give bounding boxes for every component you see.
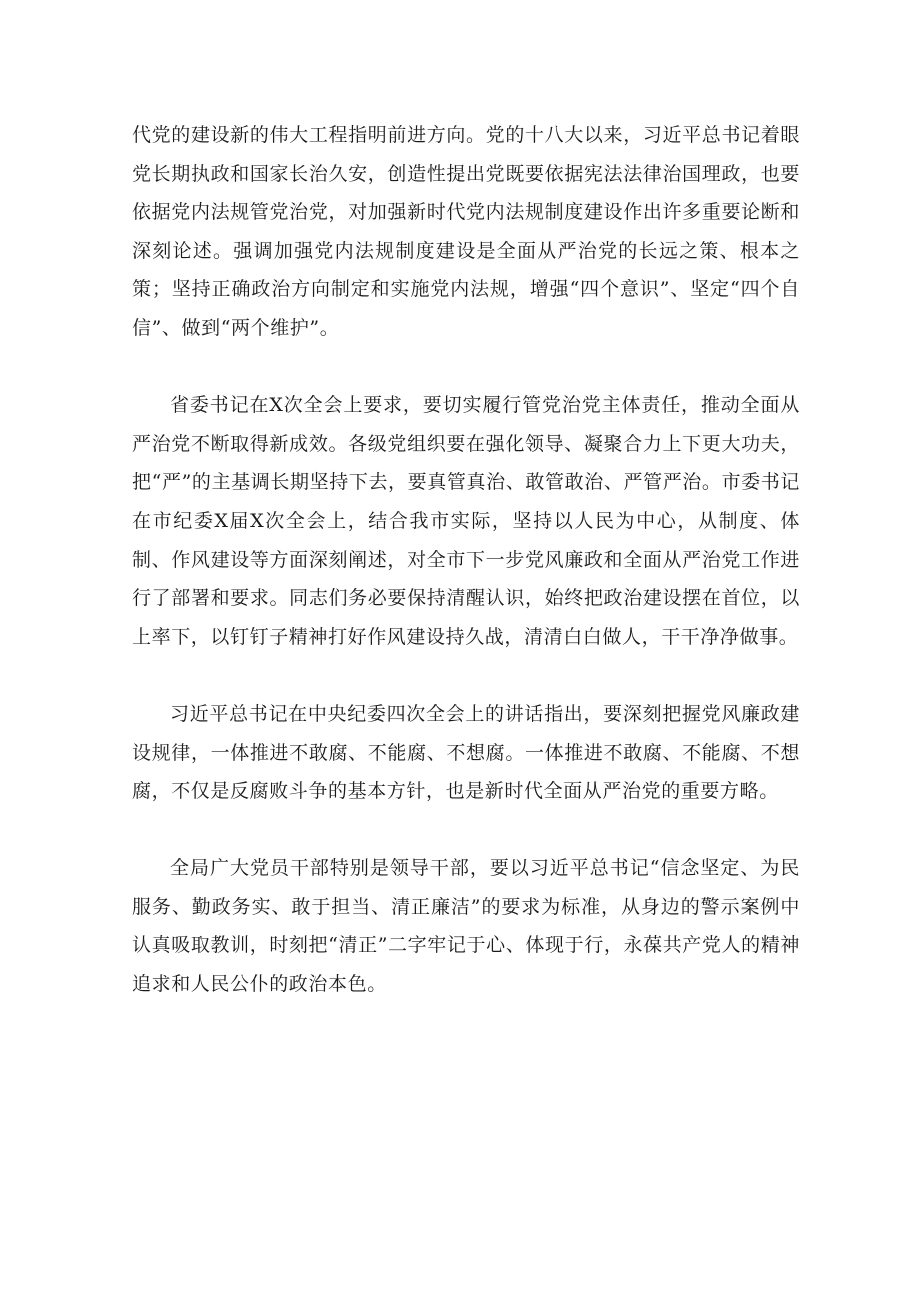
- paragraph-central-commission-speech: 习近平总书记在中央纪委四次全会上的讲话指出，要深刻把握党风廉政建设规律，一体推进不敢腐、不能腐、不想腐。一体推进不敢腐、不能腐、不想腐，不仅是反腐败斗争的基本方针，也是新时代全面从严治党的重要方略。: [132, 702, 800, 803]
- paragraph-spacer: [132, 348, 800, 387]
- paragraph-spacer: [132, 811, 800, 850]
- paragraph-spacer: [132, 656, 800, 695]
- paragraph-continued: 代党的建设新的伟大工程指明前进方向。党的十八大以来，习近平总书记着眼党长期执政和国家长治久安，创造性提出党既要依据宪法法律治国理政，也要依据党内法规管党治党，对加强新时代党内法规制度建设作出许多重要论断和深刻论述。强调加强党内法规制度建设是全面从严治党的长远之策、根本之策；坚持正确政治方向制定和实施党内法规，增强“四个意识”、坚定“四个自信”、做到“两个维护”。: [132, 124, 800, 339]
- paragraph-cadre-requirements: 全局广大党员干部特别是领导干部，要以习近平总书记“信念坚定、为民服务、勤政务实、敢于担当、清正廉洁”的要求为标准，从身边的警示案例中认真吸取教训，时刻把“清正”二字牢记于心、体现于行，永葆共产党人的精神追求和人民公仆的政治本色。: [132, 857, 800, 996]
- document-body: [132, 116, 800, 1004]
- paragraph-provincial-requirements: 省委书记在X次全会上要求，要切实履行管党治党主体责任，推动全面从严治党不断取得新成效。各级党组织要在强化领导、凝聚合力上下更大功夫，把“严”的主基调长期坚持下去，要真管真治、敢管敢治、严管严治。市委书记在市纪委X届X次全会上，结合我市实际，坚持以人民为中心，从制度、体制、作风建设等方面深刻阐述，对全市下一步党风廉政和全面从严治党工作进行了部署和要求。同志们务必要保持清醒认识，始终把政治建设摆在首位，以上率下，以钉钉子精神打好作风建设持久战，清清白白做人，干干净净做事。: [132, 394, 800, 648]
